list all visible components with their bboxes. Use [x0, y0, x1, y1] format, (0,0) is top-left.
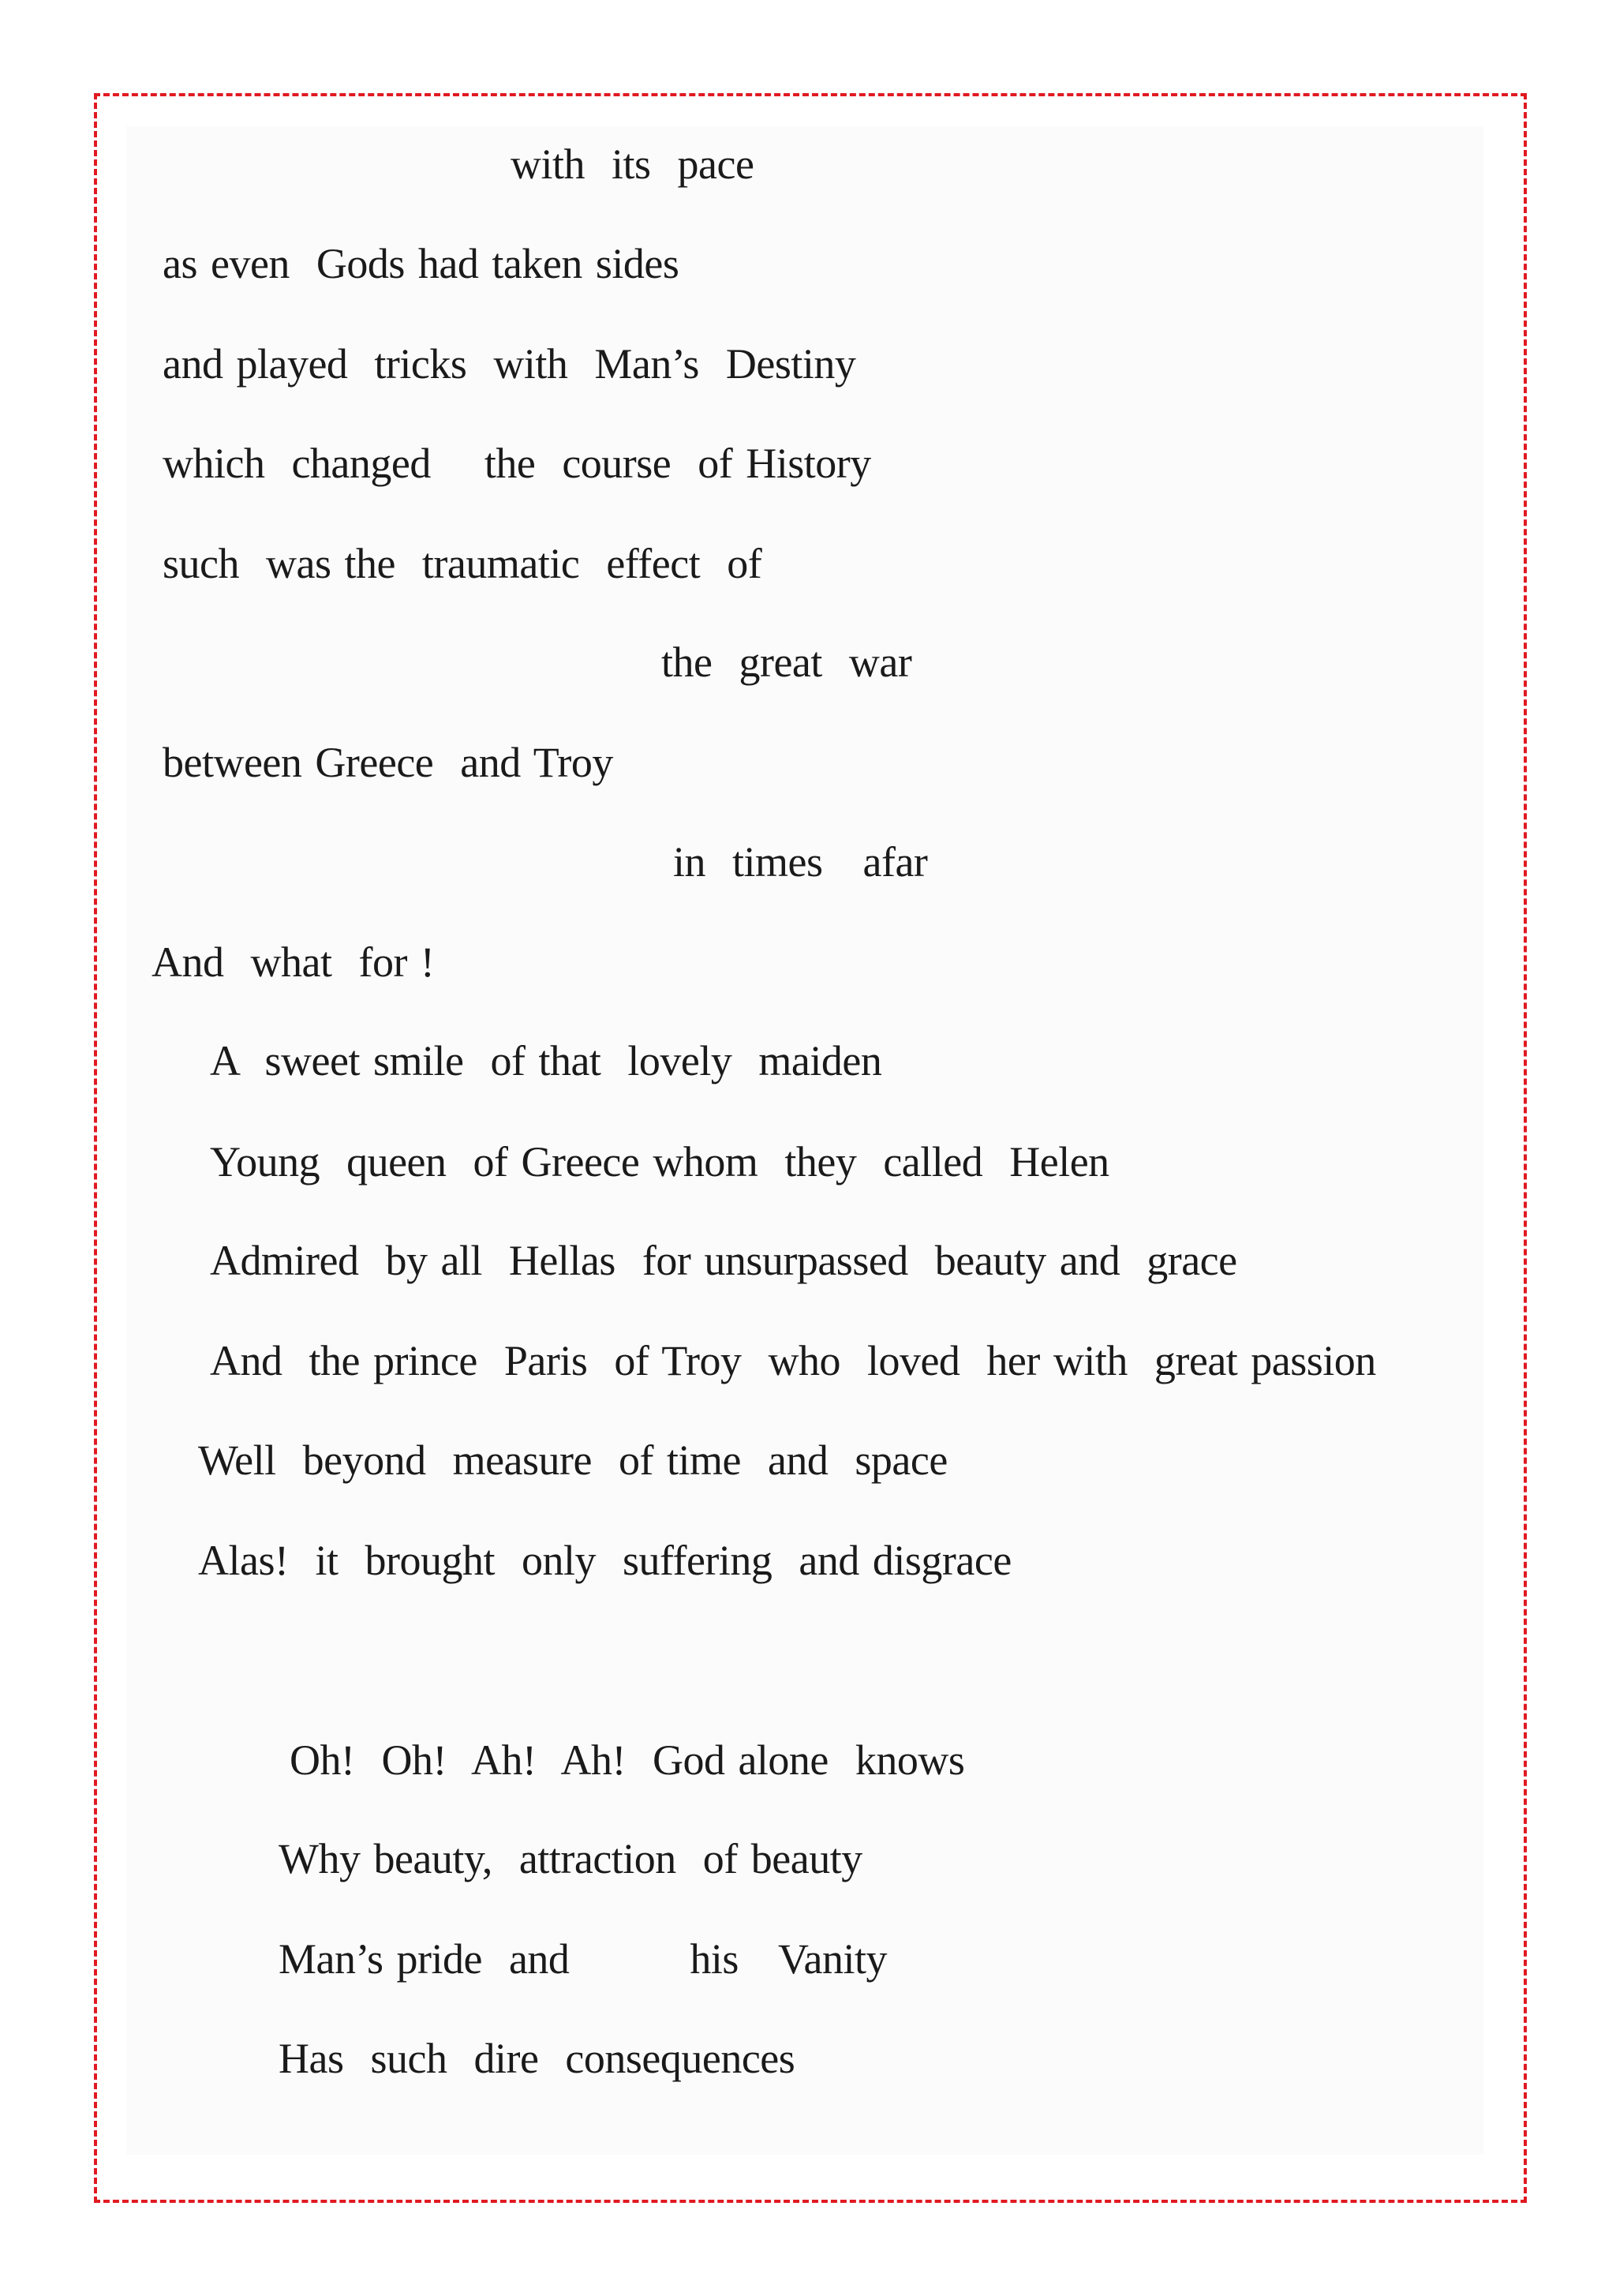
poem-line: Alas! it brought only suffering and disgrace	[198, 1537, 1012, 1584]
poem-line: between Greece and Troy	[163, 739, 613, 786]
poem-line: Admired by all Hellas for unsurpassed beauty and grace	[210, 1237, 1237, 1284]
poem-line: Why beauty, attraction of beauty	[279, 1835, 862, 1882]
poem-line: which changed the course of History	[163, 440, 871, 487]
poem-line: And what for !	[152, 938, 435, 986]
poem-line: and played tricks with Man’s Destiny	[163, 340, 856, 388]
poem-line: Well beyond measure of time and space	[198, 1436, 948, 1484]
poem-line: in times afar	[673, 838, 928, 886]
poem-line: the great war	[661, 639, 912, 686]
poem-line: Oh! Oh! Ah! Ah! God alone knows	[290, 1736, 965, 1784]
poem-line: with its pace	[511, 140, 754, 188]
poem-line: such was the traumatic effect of	[163, 540, 762, 587]
poem-line: as even Gods had taken sides	[163, 240, 679, 287]
poem-line: A sweet smile of that lovely maiden	[210, 1037, 882, 1084]
poem-line: Young queen of Greece whom they called Helen	[210, 1138, 1109, 1185]
poem-line: Has such dire consequences	[279, 2035, 795, 2082]
poem-line: Man’s pride and his Vanity	[279, 1935, 887, 1983]
poem-line: And the prince Paris of Troy who loved her with great passion	[210, 1337, 1376, 1384]
